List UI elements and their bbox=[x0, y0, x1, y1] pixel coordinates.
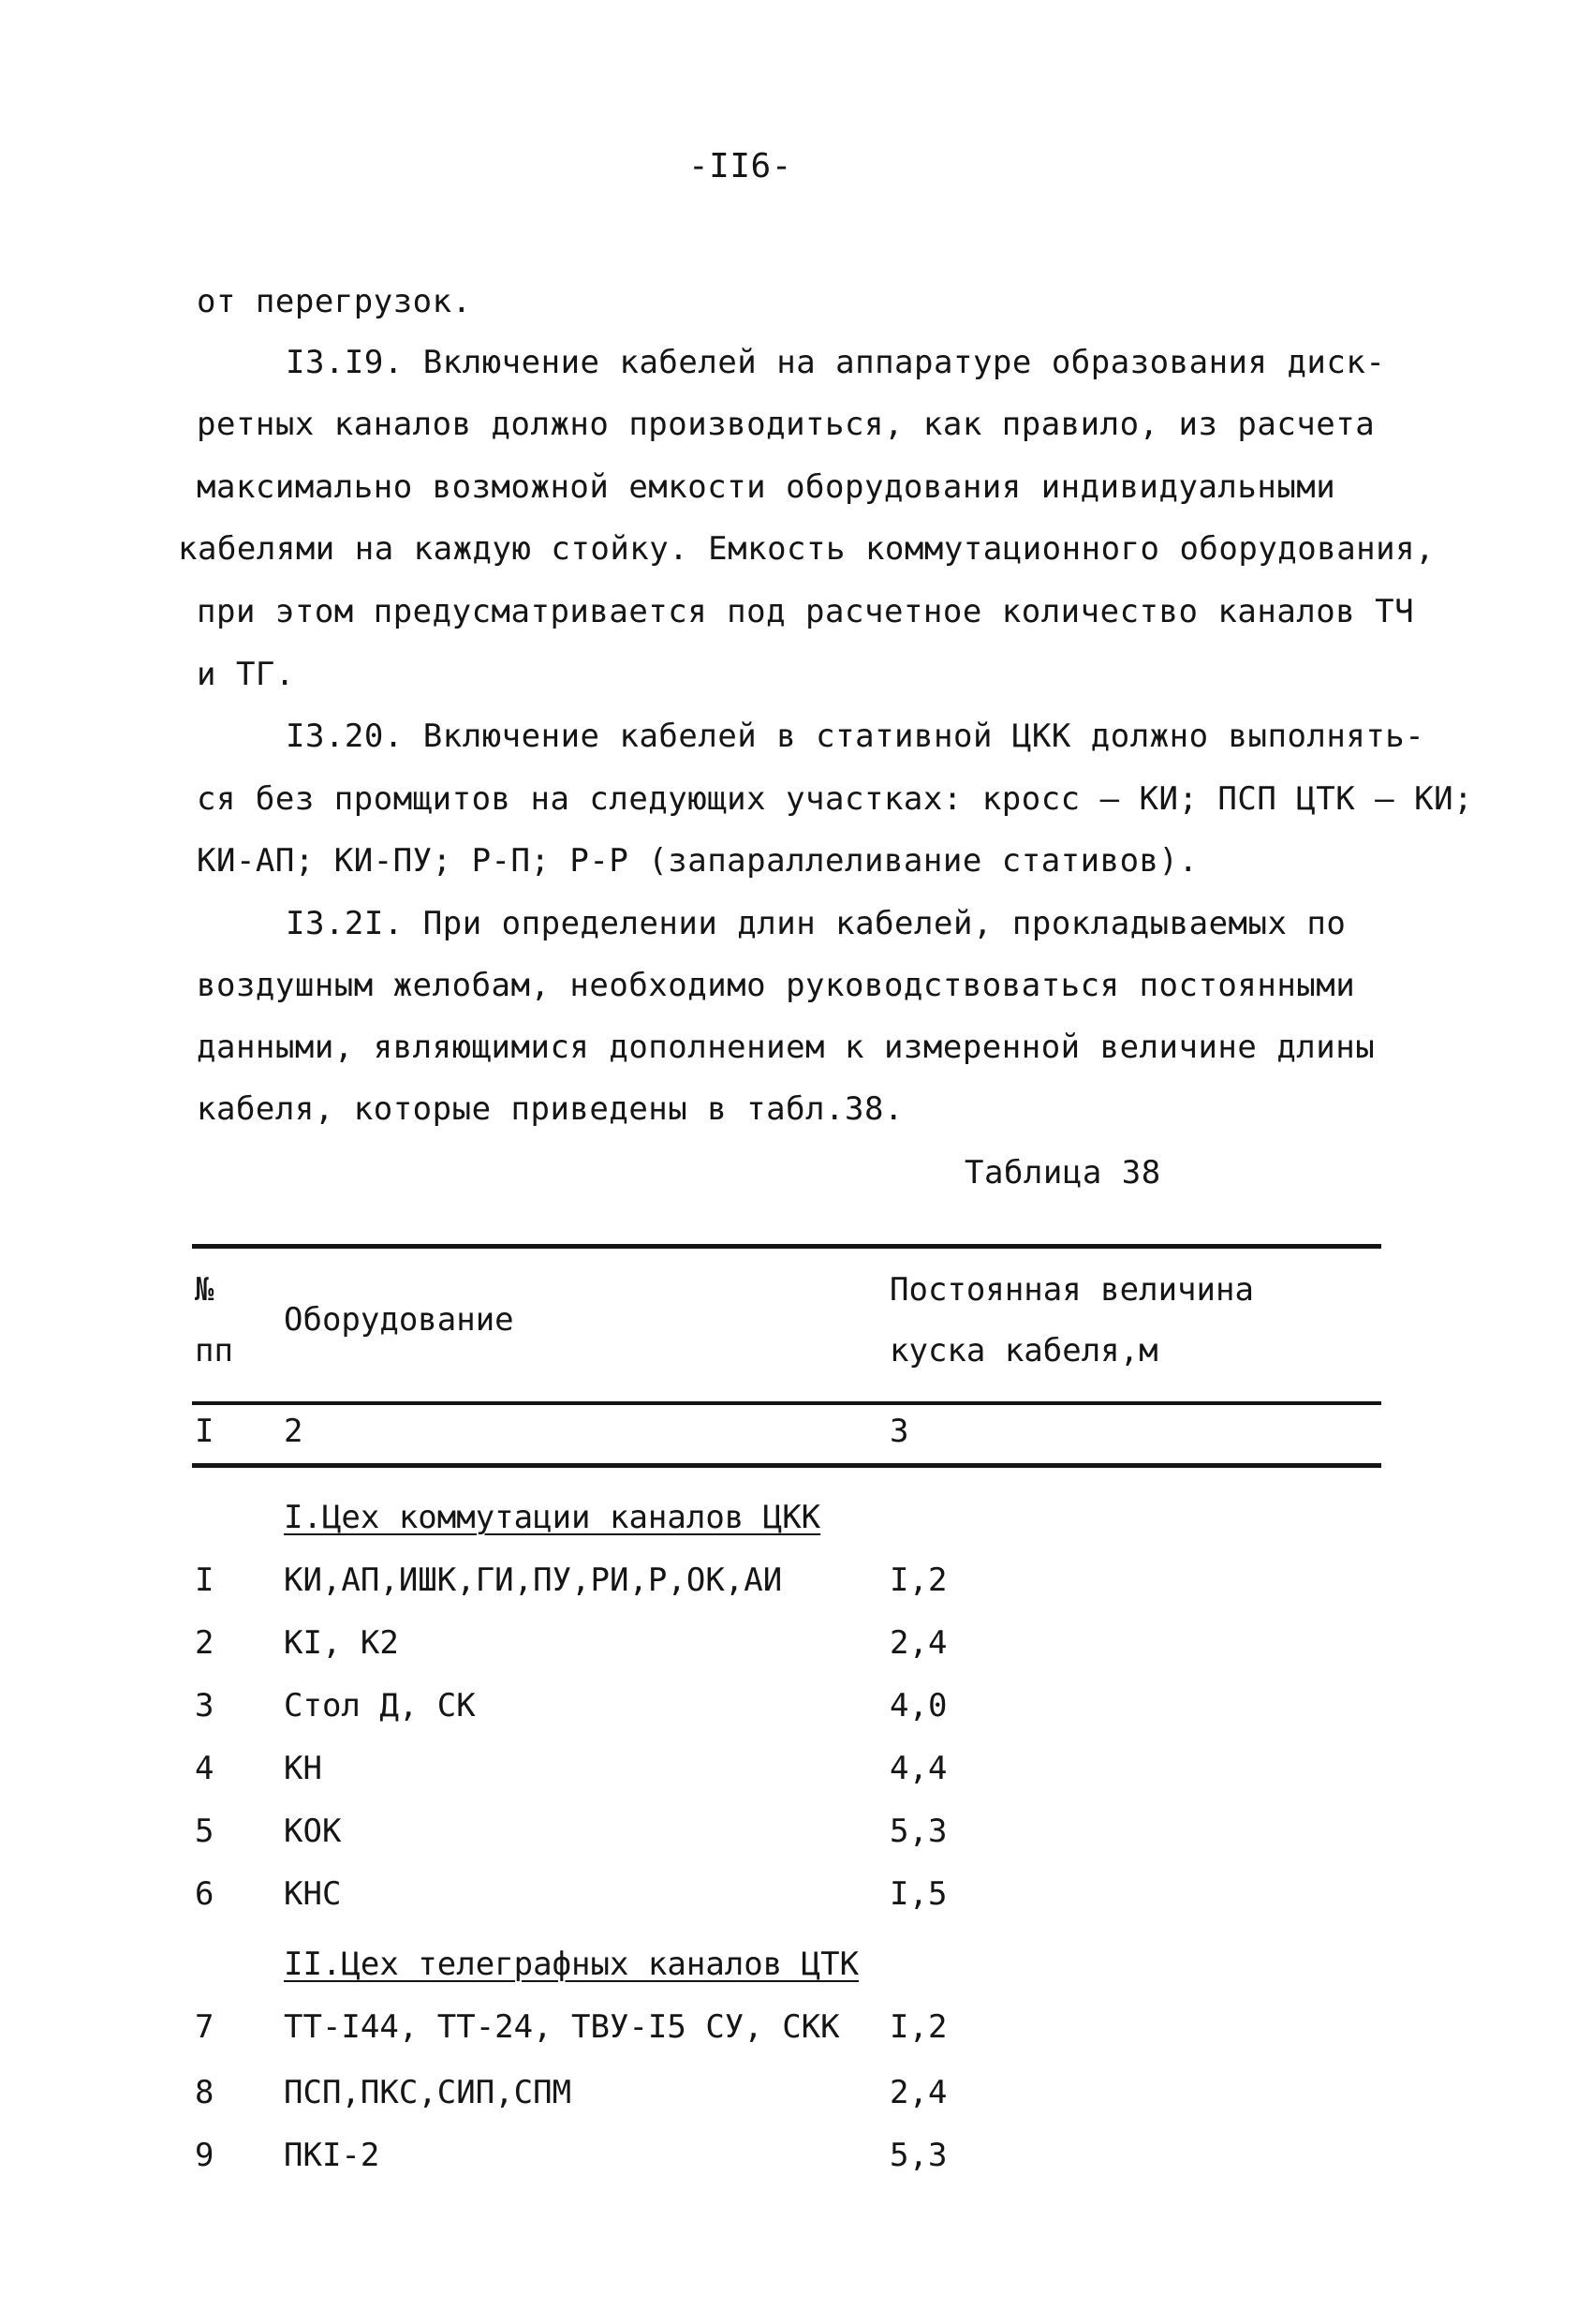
row-equipment: ПКI-2 bbox=[284, 2137, 380, 2174]
row-equipment: КН bbox=[284, 1750, 322, 1787]
section-title: I.Цех коммутации каналов ЦКК bbox=[284, 1499, 821, 1536]
column-number: I bbox=[195, 1413, 214, 1450]
row-value: 4,4 bbox=[890, 1750, 948, 1787]
body-line: данными, являющимися дополнением к измеренной величине длины bbox=[197, 1029, 1376, 1066]
row-value: 5,3 bbox=[890, 2137, 948, 2174]
body-line: от перегрузок. bbox=[197, 283, 472, 320]
body-line: кабеля, которые приведены в табл.38. bbox=[197, 1090, 904, 1128]
row-num: 7 bbox=[195, 2008, 214, 2046]
row-equipment: КI, К2 bbox=[284, 1624, 399, 1662]
row-num: 5 bbox=[195, 1813, 214, 1850]
row-num: 9 bbox=[195, 2137, 214, 2174]
row-value: 4,0 bbox=[890, 1687, 948, 1724]
table-numbers-rule bbox=[192, 1463, 1381, 1468]
body-line: и ТГ. bbox=[197, 656, 295, 693]
row-equipment: КОК bbox=[284, 1813, 342, 1850]
body-line: кабелями на каждую стойку. Емкость коммутационного оборудования, bbox=[178, 530, 1436, 568]
header-num: № bbox=[195, 1271, 214, 1309]
row-equipment: ТТ-I44, ТТ-24, ТВУ-I5 СУ, СКК bbox=[284, 2008, 840, 2046]
section-title: II.Цех телеграфных каналов ЦТК bbox=[284, 1946, 860, 1983]
header-equipment: Оборудование bbox=[284, 1301, 514, 1339]
body-line: ретных каналов должно производиться, как правило, из расчета bbox=[197, 406, 1376, 443]
header-value-unit: куска кабеля,м bbox=[890, 1332, 1158, 1369]
row-equipment: КНС bbox=[284, 1875, 342, 1913]
row-num: 8 bbox=[195, 2074, 214, 2111]
body-line: I3.I9. Включение кабелей на аппаратуре образования диск- bbox=[286, 344, 1386, 381]
body-line: I3.2I. При определении длин кабелей, прокладываемых по bbox=[286, 905, 1347, 942]
row-num: I bbox=[195, 1562, 214, 1599]
row-num: 6 bbox=[195, 1875, 214, 1913]
row-value: 2,4 bbox=[890, 2074, 948, 2111]
row-num: 4 bbox=[195, 1750, 214, 1787]
row-equipment: ПСП,ПКС,СИП,СПМ bbox=[284, 2074, 572, 2111]
row-num: 2 bbox=[195, 1624, 214, 1662]
row-num: 3 bbox=[195, 1687, 214, 1724]
body-line: ся без промщитов на следующих участках: кросс – КИ; ПСП ЦТК – КИ; bbox=[197, 780, 1474, 818]
table-top-rule bbox=[192, 1244, 1381, 1249]
body-line: I3.20. Включение кабелей в стативной ЦКК должно выполнять- bbox=[286, 718, 1425, 755]
header-num-unit: пп bbox=[195, 1332, 233, 1369]
row-value: I,2 bbox=[890, 2008, 948, 2046]
header-value: Постоянная величина bbox=[890, 1271, 1254, 1309]
page-number: -II6- bbox=[688, 147, 792, 185]
body-line: КИ-АП; КИ-ПУ; Р-П; Р-Р (запараллеливание стативов). bbox=[197, 842, 1199, 880]
body-line: максимально возможной емкости оборудования индивидуальными bbox=[197, 468, 1336, 506]
row-value: I,2 bbox=[890, 1562, 948, 1599]
row-value: I,5 bbox=[890, 1875, 948, 1913]
body-line: воздушным желобам, необходимо руководствоваться постоянными bbox=[197, 967, 1356, 1004]
row-value: 5,3 bbox=[890, 1813, 948, 1850]
row-value: 2,4 bbox=[890, 1624, 948, 1662]
row-equipment: КИ,АП,ИШК,ГИ,ПУ,РИ,Р,ОК,АИ bbox=[284, 1562, 783, 1599]
column-number: 3 bbox=[890, 1413, 909, 1450]
body-line: при этом предусматривается под расчетное количество каналов ТЧ bbox=[197, 593, 1415, 630]
column-number: 2 bbox=[284, 1413, 303, 1450]
row-equipment: Стол Д, СК bbox=[284, 1687, 476, 1724]
table-caption: Таблица 38 bbox=[965, 1154, 1161, 1192]
table-header-rule bbox=[192, 1401, 1381, 1405]
